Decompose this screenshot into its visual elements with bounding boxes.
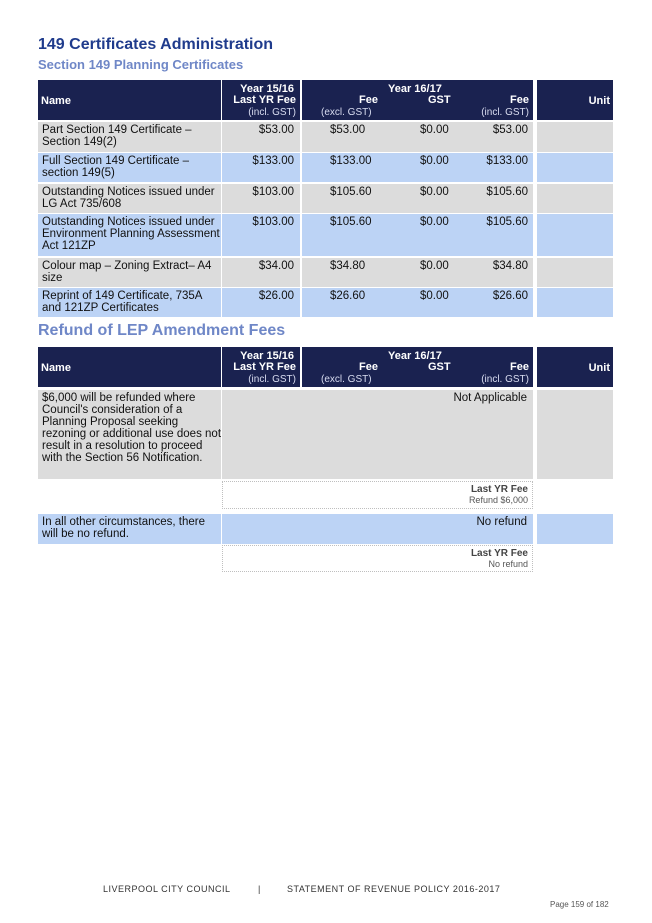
footer-separator: |	[258, 884, 261, 894]
header-fee-incl: Fee	[510, 94, 529, 106]
table-cell-fee-incl: $26.60	[492, 290, 528, 302]
header-incl-gst: (incl. GST)	[248, 107, 296, 118]
table-cell-fee-excl: $26.60	[330, 290, 366, 302]
header-incl-gst-2: (incl. GST)	[481, 107, 529, 118]
header-year-prev: Year 15/16	[240, 350, 294, 362]
header-year-cur: Year 16/17	[388, 83, 442, 95]
table-cell-unit	[537, 153, 613, 182]
header-last-yr-fee: Last YR Fee	[233, 94, 296, 106]
table-cell-gst: $0.00	[420, 155, 449, 167]
table-row-name: Outstanding Notices issued under Environment Planning Assessment Act 121ZP	[38, 214, 221, 256]
header-excl-gst: (excl. GST)	[321, 107, 372, 118]
header-gst: GST	[428, 94, 451, 106]
header-last-fee-cell	[222, 347, 300, 387]
header-unit: Unit	[588, 95, 610, 107]
header-incl-gst: (incl. GST)	[248, 374, 296, 385]
table-cell-last-fee: $53.00	[222, 122, 300, 152]
table-row-fees	[302, 288, 533, 317]
table-cell-unit	[537, 184, 613, 213]
header-current-year-cell	[302, 80, 533, 120]
section-title-refund: Refund of LEP Amendment Fees	[38, 322, 286, 339]
header-unit: Unit	[588, 362, 610, 374]
table-row-fees	[302, 153, 533, 182]
table-cell-fee-excl: $105.60	[330, 186, 372, 198]
table-cell-value: No refund	[222, 514, 533, 544]
header-name-cell	[38, 80, 221, 120]
table-cell-fee-incl: $105.60	[486, 216, 528, 228]
table-cell-fee-incl: $34.80	[492, 260, 528, 272]
table-cell-fee-excl: $53.00	[330, 124, 366, 136]
table-row-name: Reprint of 149 Certificate, 735A and 121ZP Certificates	[38, 288, 221, 317]
table-cell-gst: $0.00	[420, 186, 449, 198]
table-cell-gst: $0.00	[420, 260, 449, 272]
table-row-name: Outstanding Notices issued under LG Act 735/608	[38, 184, 221, 213]
page-number: Page 159 of 182	[550, 900, 609, 909]
box-title: Last YR Fee	[470, 548, 528, 559]
table-row-fees	[302, 214, 533, 256]
table-cell-fee-incl: $53.00	[492, 124, 528, 136]
table-cell-unit	[537, 214, 613, 256]
table-cell-fee-excl: $34.80	[330, 260, 366, 272]
header-incl-gst-2: (incl. GST)	[481, 374, 529, 385]
header-name: Name	[41, 362, 71, 374]
table-cell-last-fee: $34.00	[222, 258, 300, 287]
table-cell-unit	[537, 390, 613, 479]
header-gst: GST	[428, 361, 451, 373]
header-last-yr-fee: Last YR Fee	[233, 361, 296, 373]
header-excl-gst: (excl. GST)	[321, 374, 372, 385]
header-unit-cell	[537, 347, 613, 387]
table-row-name: Colour map – Zoning Extract– A4 size	[38, 258, 221, 287]
table-row-name: $6,000 will be refunded where Council's consideration of a Planning Proposal seeking rezoning or additional use does not result in a resolution to proceed with the Section 56 Notification.	[38, 390, 221, 479]
last-yr-fee-box	[222, 545, 533, 572]
table-cell-unit	[537, 258, 613, 287]
box-title: Last YR Fee	[470, 484, 528, 495]
table-cell-unit	[537, 122, 613, 152]
table-cell-last-fee: $103.00	[222, 214, 300, 256]
table-row-fees	[302, 184, 533, 213]
footer-council: LIVERPOOL CITY COUNCIL	[103, 884, 231, 894]
table-cell-gst: $0.00	[420, 124, 449, 136]
table-cell-gst: $0.00	[420, 290, 449, 302]
header-last-fee-cell	[222, 80, 300, 120]
box-value: No refund	[488, 559, 528, 569]
table-cell-fee-excl: $133.00	[330, 155, 372, 167]
table-cell-unit	[537, 288, 613, 317]
header-unit-cell	[537, 80, 613, 120]
header-fee-incl: Fee	[510, 361, 529, 373]
table-cell-gst: $0.00	[420, 216, 449, 228]
header-fee: Fee	[359, 361, 378, 373]
table-row-name: Part Section 149 Certificate – Section 149(2)	[38, 122, 221, 152]
box-value: Refund $6,000	[468, 495, 528, 505]
table-row-fees	[302, 258, 533, 287]
section-title: Section 149 Planning Certificates	[38, 57, 244, 72]
table-cell-fee-incl: $133.00	[486, 155, 528, 167]
header-name-cell	[38, 347, 221, 387]
table-cell-last-fee: $103.00	[222, 184, 300, 213]
page-title: 149 Certificates Administration	[38, 36, 274, 53]
table-row-fees	[302, 122, 533, 152]
table-row-name: In all other circumstances, there will be no refund.	[38, 514, 221, 544]
table-row-name: Full Section 149 Certificate – section 149(5)	[38, 153, 221, 182]
header-year-prev: Year 15/16	[240, 83, 294, 95]
footer-policy: STATEMENT OF REVENUE POLICY 2016-2017	[287, 884, 501, 894]
header-name: Name	[41, 95, 71, 107]
table-cell-value: Not Applicable	[222, 390, 533, 479]
table-cell-unit	[537, 514, 613, 544]
table-cell-last-fee: $26.00	[222, 288, 300, 317]
table-cell-last-fee: $133.00	[222, 153, 300, 182]
table-cell-fee-incl: $105.60	[486, 186, 528, 198]
last-yr-fee-box	[222, 481, 533, 509]
header-fee: Fee	[359, 94, 378, 106]
table-cell-fee-excl: $105.60	[330, 216, 372, 228]
header-year-cur: Year 16/17	[388, 350, 442, 362]
header-current-year-cell	[302, 347, 533, 387]
